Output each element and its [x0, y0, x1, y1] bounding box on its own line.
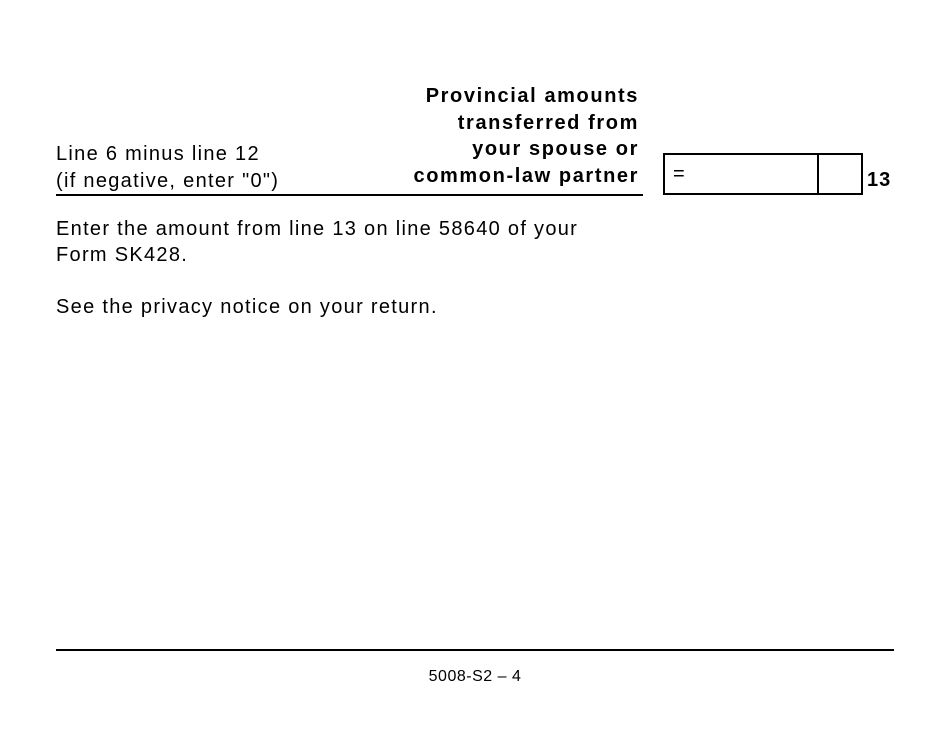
column-heading-line-4: common-law partner — [413, 164, 639, 187]
line-13-description — [56, 141, 279, 195]
line-13-description-line-1: Line 6 minus line 12 — [56, 143, 260, 165]
transfer-instruction — [56, 216, 578, 268]
line-13-description-line-2: (if negative, enter "0") — [56, 170, 280, 192]
line-number-13: 13 — [867, 169, 892, 191]
line-13-underline — [56, 194, 643, 196]
footer-divider — [56, 649, 894, 651]
form-page-identifier: 5008-S2 – 4 — [428, 668, 522, 685]
column-heading-line-1: Provincial amounts — [425, 85, 639, 107]
transfer-instruction-line-1: Enter the amount from line 13 on line 58640 of your — [56, 218, 579, 240]
column-heading — [414, 83, 640, 189]
cents-divider — [817, 155, 819, 193]
transfer-instruction-line-2: Form SK428. — [56, 244, 189, 266]
line-13-amount-box — [663, 153, 863, 195]
line-13-dollars-field[interactable] — [691, 159, 811, 189]
column-heading-line-3: your spouse or — [472, 138, 639, 160]
line-13-cents-field[interactable] — [821, 159, 857, 189]
privacy-notice: See the privacy notice on your return. — [56, 296, 438, 318]
equals-operator: = — [673, 163, 685, 185]
column-heading-line-2: transferred from — [457, 111, 639, 134]
